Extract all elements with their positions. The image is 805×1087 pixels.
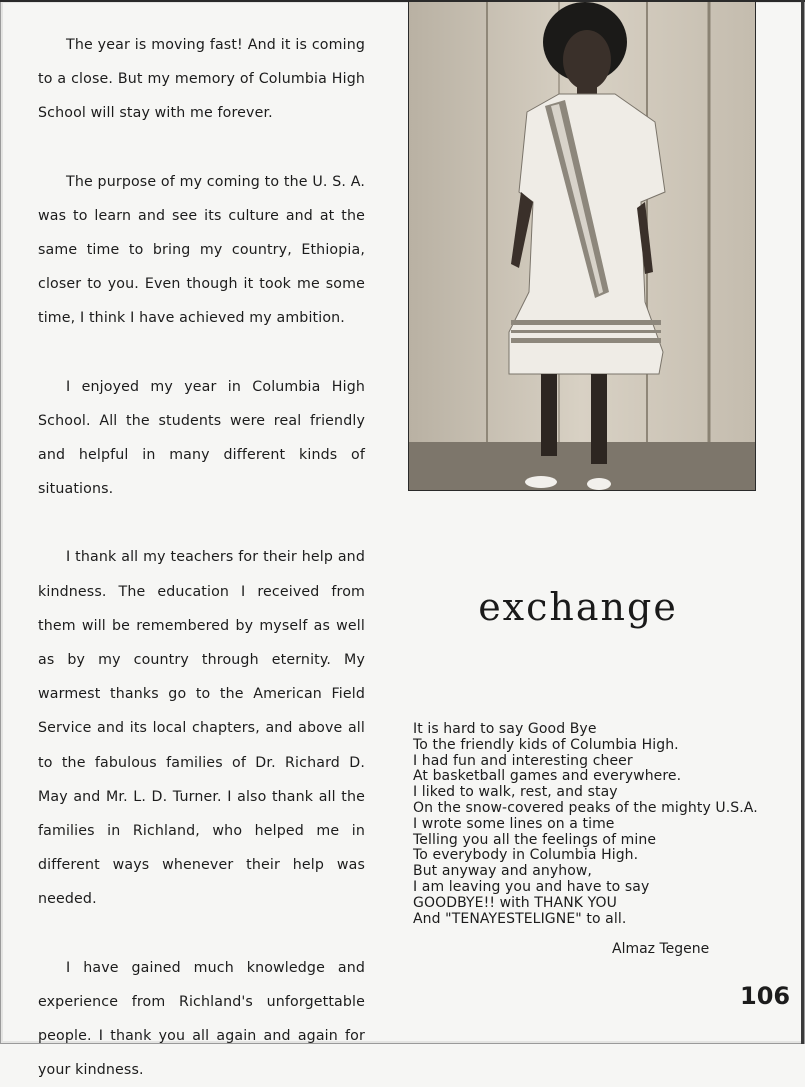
poem-line: I liked to walk, rest, and stay — [413, 784, 618, 801]
page-number: 106 — [740, 982, 791, 1010]
poem-line: GOODBYE!! with THANK YOU — [413, 894, 617, 911]
portrait-illustration — [409, 2, 755, 490]
poem-line: To everybody in Columbia High. — [413, 847, 639, 864]
right-edge-rule — [801, 0, 804, 1044]
essay-paragraph: The year is moving fast! And it is coming to a close. But my memory of Columbia High School will stay with me forever. — [38, 37, 365, 122]
essay-paragraph: The purpose of my coming to the U. S. A. was to learn and see its culture and at the same time to bring my country, Ethiopia, closer to you. Even though it took me some time, I think I have achieved my ambition. — [38, 173, 365, 327]
farewell-poem — [413, 722, 773, 927]
poem-line: I had fun and interesting cheer — [413, 752, 633, 769]
poem-signature: Almaz Tegene — [612, 941, 710, 957]
essay-paragraph: I have gained much knowledge and experience from Richland's unforgettable people. I thank you all again and again for your kindness. — [38, 959, 365, 1079]
poem-line: It is hard to say Good Bye — [413, 721, 597, 737]
poem-line: I am leaving you and have to say — [413, 878, 650, 895]
poem-line: And "TENAYESTELIGNE" to all. — [413, 910, 627, 927]
essay-paragraph: I enjoyed my year in Columbia High School. All the students were real friendly and helpful in many different kinds of situations. — [38, 378, 365, 498]
essay-column — [38, 28, 365, 1087]
poem-line: On the snow-covered peaks of the mighty U.S.A. — [413, 799, 758, 816]
poem-line: At basketball games and everywhere. — [413, 768, 682, 785]
poem-line: To the friendly kids of Columbia High. — [413, 736, 679, 753]
essay-paragraph: I thank all my teachers for their help and kindness. The education I received from them will be remembered by myself as well as by my country through eternity. My warmest thanks go to the American Field Service and its local chapters, and above all to the fabulous families of Dr. Richard D. May and Mr. L. D. Turner. I also thank all the families in Richland, who helped me in different ways whenever their help was needed. — [38, 549, 365, 908]
poem-line: I wrote some lines on a time — [413, 815, 615, 832]
poem-line: But anyway and anyhow, — [413, 863, 592, 880]
student-portrait-photo — [408, 1, 756, 491]
poem-line: Telling you all the feelings of mine — [413, 831, 657, 848]
section-heading: exchange — [478, 585, 678, 629]
